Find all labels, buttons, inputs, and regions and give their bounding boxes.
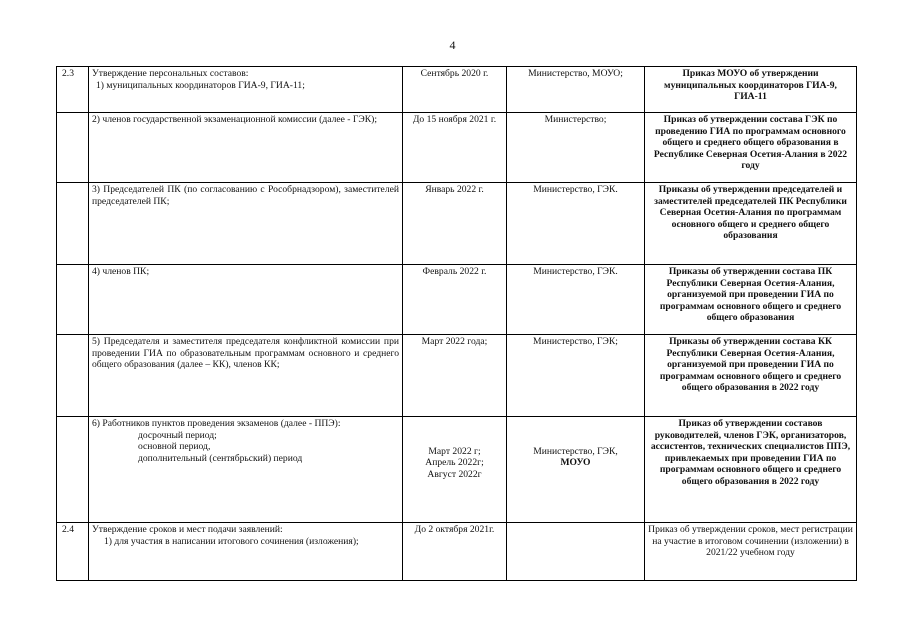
row-number: 2.4 [57,523,89,581]
action-cell [89,67,403,113]
table-row [57,417,857,523]
action-cell: 3) Председателей ПК (по согласованию с Рособрнадзором), заместителей председателей ПК; [89,183,403,265]
term-cell: Сентябрь 2020 г. [403,67,507,113]
action-cell: 2) членов государственной экзаменационной комиссии (далее - ГЭК); [89,113,403,183]
row-number [57,417,89,523]
responsible-line: МОУО [560,457,591,469]
table-row [57,523,857,581]
term-cell: До 15 ноября 2021 г. [403,113,507,183]
row-number [57,265,89,335]
period-item: дополнительный (сентябрьский) период [138,452,303,464]
row-number [57,113,89,183]
term-cell: До 2 октября 2021г. [403,523,507,581]
document-cell: Приказ об утверждении состава ГЭК по проведению ГИА по программам основного общего и среднего общего образования в Республике Северная Осетия-Алания в 2022 году [645,113,857,183]
document-cell: Приказ об утверждении сроков, мест регистрации на участие в итоговом сочинении (изложении) в 2021/22 учебном году [645,523,857,581]
action-cell [89,417,403,523]
responsible-line: Министерство, ГЭК, [533,445,618,457]
table-row [57,265,857,335]
period-item: досрочный период; [138,429,217,441]
document-cell: Приказ об утверждении составов руководителей, членов ГЭК, организаторов, ассистентов, технических специалистов ППЭ, привлекаемых при проведении ГИА по программам основного общего и среднего общего образования в 2022 году [645,417,857,523]
action-cell: 4) членов ПК; [89,265,403,335]
row-number: 2.3 [57,67,89,113]
schedule-table [56,66,857,581]
document-cell: Приказы об утверждении состава КК Республики Северная Осетия-Алания, организуемой при проведении ГИА по программам основного общего и среднего общего образования в 2022 году [645,335,857,417]
term-item: Апрель 2022г; [425,457,484,469]
action-cell [89,523,403,581]
responsible-cell: Министерство, МОУО; [507,67,645,113]
table-row [57,67,857,113]
responsible-cell: Министерство; [507,113,645,183]
term-item: Август 2022г [427,468,482,480]
action-cell: 5) Председателя и заместителя председателя конфликтной комиссии при проведении ГИА по образовательным программам основного и среднего общего образования (далее – КК), членов КК; [89,335,403,417]
action-item: 1) муниципальных координаторов ГИА-9, ГИА-11; [96,79,305,91]
document-cell: Приказы об утверждении состава ПК Республики Северная Осетия-Алания, организуемой при проведении ГИА по программам основного общего и среднего общего образования [645,265,857,335]
responsible-cell: Министерство, ГЭК. [507,183,645,265]
responsible-cell: Министерство, ГЭК; [507,335,645,417]
term-cell: Март 2022 года; [403,335,507,417]
responsible-cell [507,523,645,581]
term-cell [403,417,507,523]
term-cell: Январь 2022 г. [403,183,507,265]
document-cell: Приказы об утверждении председателей и заместителей председателей ПК Республики Северная Осетия-Алания по программам основного общего и среднего общего образования [645,183,857,265]
table-row [57,113,857,183]
action-heading: Утверждение сроков и мест подачи заявлений: [92,524,283,535]
responsible-cell [507,417,645,523]
table-row [57,335,857,417]
row-number [57,183,89,265]
page-number: 4 [449,38,456,52]
action-heading: Утверждение персональных составов: [92,68,249,79]
document-cell: Приказ МОУО об утверждении муниципальных координаторов ГИА-9, ГИА-11 [645,67,857,113]
responsible-cell: Министерство, ГЭК. [507,265,645,335]
term-item: Март 2022 г; [428,445,481,457]
period-item: основной период, [138,441,211,453]
term-cell: Февраль 2022 г. [403,265,507,335]
action-item: 1) для участия в написании итогового сочинения (изложения); [104,535,359,547]
action-intro: 6) Работников пунктов проведения экзаменов (далее - ППЭ): [92,418,341,429]
table-row [57,183,857,265]
row-number [57,335,89,417]
